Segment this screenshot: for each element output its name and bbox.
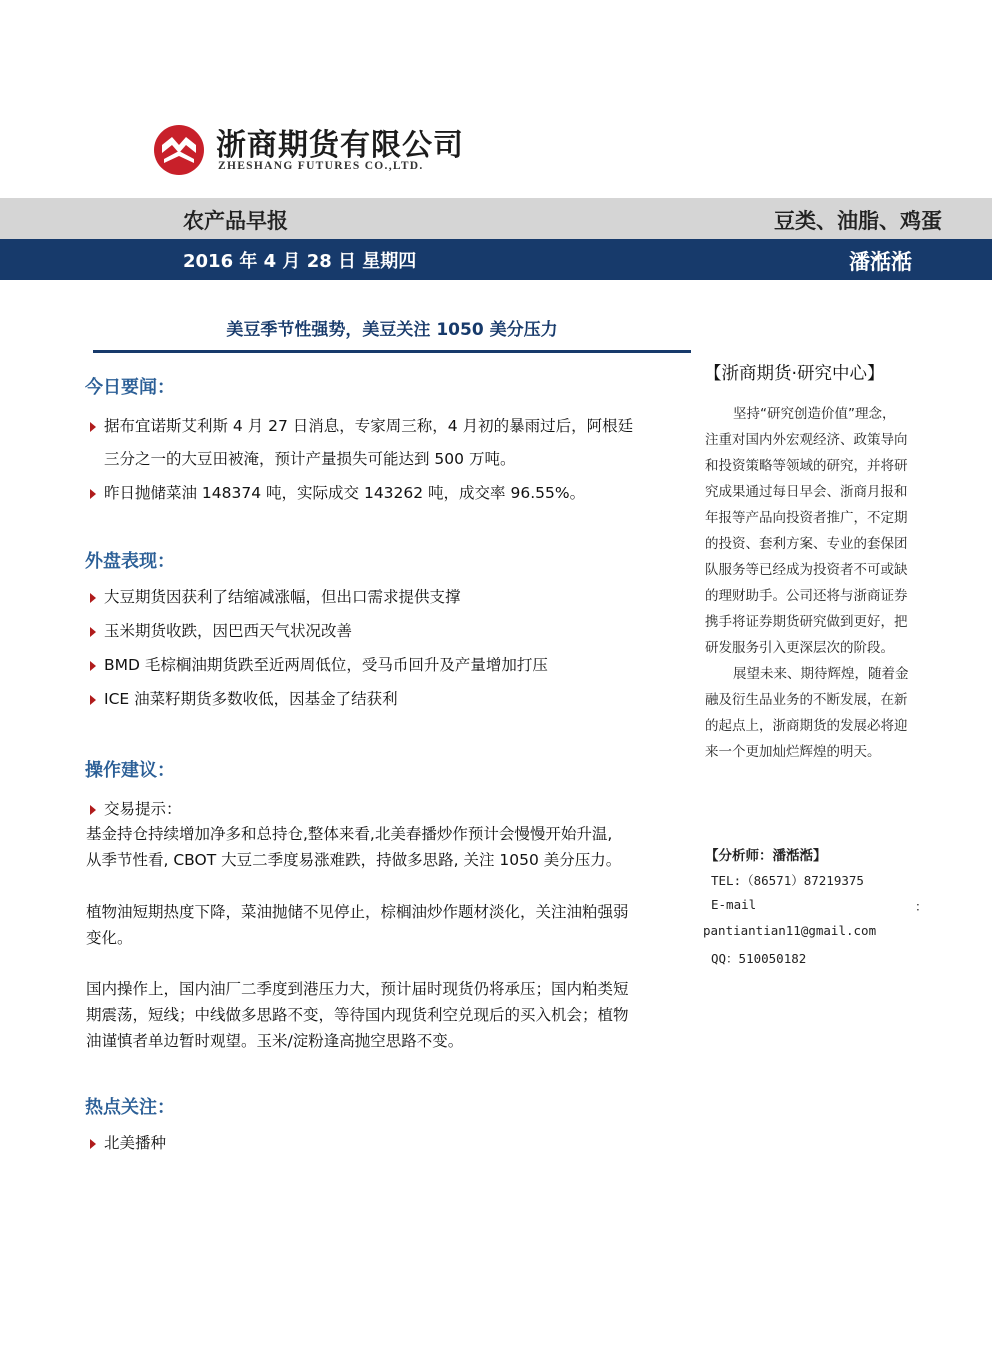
sidebar-text-line: 携手将证券期货研究做到更好，把 — [705, 614, 908, 630]
sidebar-text-line: 队服务等已经成为投资者不可或缺 — [705, 562, 908, 578]
bullet-triangle-icon — [90, 661, 96, 671]
report-date: 2016 年 4 月 28 日 星期四 — [183, 251, 417, 272]
report-categories: 豆类、油脂、鸡蛋 — [774, 209, 942, 233]
advice-paragraph-line: 油谨慎者单边暂时观望。玉米/淀粉逢高抛空思路不变。 — [86, 1032, 464, 1050]
external-item: ICE 油菜籽期货多数收低，因基金了结获利 — [90, 687, 398, 709]
section-title-hot: 热点关注： — [85, 1097, 175, 1118]
sidebar-text-line: 的理财助手。公司还将与浙商证券 — [705, 588, 908, 604]
section-title-news: 今日要闻： — [85, 377, 175, 398]
header-blue-band — [0, 239, 992, 280]
sidebar-text-line: 的投资、套利方案、专业的套保团 — [705, 536, 908, 552]
bullet-triangle-icon — [90, 489, 96, 499]
analyst-qq: QQ：510050182 — [711, 951, 807, 966]
sidebar-text-line: 年报等产品向投资者推广，不定期 — [705, 510, 908, 526]
section-title-external: 外盘表现： — [85, 551, 175, 572]
advice-paragraph-line: 从季节性看, CBOT 大豆二季度易涨难跌，持做多思路, 关注 1050 美分压力。 — [86, 851, 622, 869]
sidebar-text-line: 注重对国内外宏观经济、政策导向 — [705, 432, 908, 448]
bullet-triangle-icon — [90, 593, 96, 603]
news-item: 据布宜诺斯艾利斯 4 月 27 日消息，专家周三称，4 月初的暴雨过后，阿根廷 — [90, 414, 633, 436]
report-type: 农产品早报 — [183, 209, 288, 233]
sidebar-text-line: 和投资策略等领域的研究，并将研 — [705, 458, 908, 474]
trading-tip-label: 交易提示： — [90, 797, 182, 819]
hot-item: 北美播种 — [90, 1131, 166, 1153]
sidebar-text-line: 展望未来、期待辉煌，随着金 — [733, 666, 909, 682]
headline: 美豆季节性强势，美豆关注 1050 美分压力 — [226, 320, 558, 340]
company-name-cn: 浙商期货有限公司 — [216, 128, 464, 163]
advice-paragraph-line: 基金持仓持续增加净多和总持仓,整体来看,北美春播炒作预计会慢慢开始升温, — [86, 825, 613, 843]
news-item-continuation: 三分之一的大豆田被淹，预计产量损失可能达到 500 万吨。 — [104, 450, 516, 468]
bullet-triangle-icon — [90, 627, 96, 637]
headline-divider — [93, 350, 691, 353]
bullet-triangle-icon — [90, 805, 96, 815]
analyst-tel: TEL:（86571）87219375 — [711, 873, 864, 888]
advice-paragraph-line: 国内操作上，国内油厂二季度到港压力大，预计届时现货仍将承压；国内粕类短 — [86, 980, 629, 998]
sidebar-title: 【浙商期货·研究中心】 — [704, 364, 885, 384]
company-name-en: ZHESHANG FUTURES CO.,LTD. — [218, 160, 424, 172]
sidebar-text-line: 究成果通过每日早会、浙商月报和 — [705, 484, 908, 500]
external-item: 大豆期货因获利了结缩减涨幅，但出口需求提供支撑 — [90, 585, 461, 607]
bullet-triangle-icon — [90, 422, 96, 432]
analyst-email-label: E-mail — [711, 897, 757, 912]
report-author: 潘湉湉 — [849, 250, 912, 274]
bullet-triangle-icon — [90, 1139, 96, 1149]
advice-paragraph-line: 变化。 — [86, 929, 133, 947]
external-item: 玉米期货收跌，因巴西天气状况改善 — [90, 619, 352, 641]
sidebar-text-line: 的起点上，浙商期货的发展必将迎 — [705, 718, 908, 734]
company-logo-icon — [152, 123, 206, 177]
analyst-email[interactable]: pantiantian11@gmail.com — [703, 923, 877, 938]
sidebar-text-line: 融及衍生品业务的不断发展，在新 — [705, 692, 908, 708]
analyst-heading: 【分析师：潘湉湉】 — [705, 848, 827, 864]
external-item: BMD 毛棕榈油期货跌至近两周低位，受马币回升及产量增加打压 — [90, 653, 548, 675]
news-item: 昨日抛储菜油 148374 吨，实际成交 143262 吨，成交率 96.55%。 — [90, 481, 585, 503]
section-title-advice: 操作建议： — [85, 760, 175, 781]
bullet-triangle-icon — [90, 695, 96, 705]
sidebar-text-line: 来一个更加灿烂辉煌的明天。 — [705, 744, 881, 760]
sidebar-text-line: 研发服务引入更深层次的阶段。 — [705, 640, 894, 656]
sidebar-text-line: 坚持“研究创造价值”理念， — [733, 406, 896, 422]
advice-paragraph-line: 期震荡，短线；中线做多思路不变，等待国内现货利空兑现后的买入机会；植物 — [86, 1006, 629, 1024]
analyst-email-colon: ： — [915, 899, 928, 914]
advice-paragraph-line: 植物油短期热度下降，菜油抛储不见停止，棕榈油炒作题材淡化，关注油粕强弱 — [86, 903, 629, 921]
